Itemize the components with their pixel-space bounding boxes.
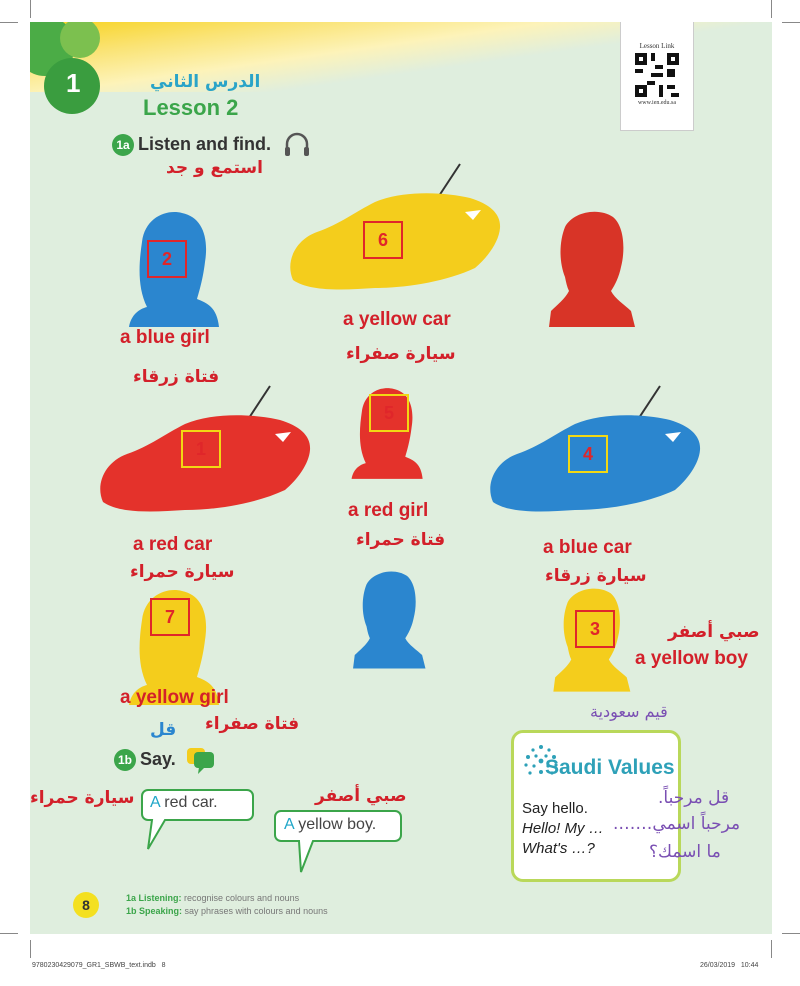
say-ar-label: قل xyxy=(150,720,177,740)
qr-caption: Lesson Link xyxy=(639,42,675,50)
saudi-values-line2: Hello! My … xyxy=(522,820,604,837)
label-yellow-boy: a yellow boy xyxy=(635,648,748,669)
saudi-values-line1: Say hello. xyxy=(522,800,588,817)
crop-mark xyxy=(782,933,800,934)
label-blue-car-ar: سيارة زرقاء xyxy=(545,566,647,586)
badge-1b: 1b xyxy=(114,749,136,771)
label-yellow-car: a yellow car xyxy=(343,309,451,330)
label-red-girl-ar: فتاة حمراء xyxy=(356,530,446,550)
crop-mark xyxy=(0,22,18,23)
footer-listening-label: 1a Listening: xyxy=(126,893,182,903)
saudi-values-heading-ar: قيم سعودية xyxy=(590,702,668,721)
page-number: 8 xyxy=(73,892,99,918)
label-yellow-car-ar: سيارة صفراء xyxy=(346,344,456,364)
unit-number: 1 xyxy=(66,68,81,98)
label-blue-car: a blue car xyxy=(543,537,632,558)
label-blue-girl-ar: فتاة زرقاء xyxy=(133,367,220,387)
number-box-6[interactable]: 6 xyxy=(363,221,403,259)
bubble2-first: A xyxy=(284,816,294,833)
number-box-4[interactable]: 4 xyxy=(568,435,608,473)
headphones-icon[interactable] xyxy=(283,130,311,158)
speech-bubble-icon[interactable] xyxy=(185,746,217,776)
bubble2-text xyxy=(284,816,376,834)
bubble2-ar: صبي أصفر xyxy=(315,786,407,806)
number-box-2[interactable]: 2 xyxy=(147,240,187,278)
footer-speaking xyxy=(126,906,328,916)
saudi-values-line3: What's …? xyxy=(522,840,595,857)
lesson-title-ar: الدرس الثاني xyxy=(150,72,261,92)
number-box-1[interactable]: 1 xyxy=(181,430,221,468)
bubble1-ar: سيارة حمراء xyxy=(30,788,135,808)
crop-mark xyxy=(771,0,772,18)
crop-mark xyxy=(0,933,18,934)
footer-speaking-label: 1b Speaking: xyxy=(126,906,183,916)
blue-boy-silhouette xyxy=(348,562,428,674)
crop-mark xyxy=(782,22,800,23)
red-boy-silhouette xyxy=(543,207,638,327)
footer-speaking-text: say phrases with colours and nouns xyxy=(182,906,328,916)
label-red-girl: a red girl xyxy=(348,500,429,521)
qr-url: www.ien.edu.sa xyxy=(637,100,677,106)
crop-mark xyxy=(30,940,31,958)
number-box-5[interactable]: 5 xyxy=(369,394,409,432)
footer-listening-text: recognise colours and nouns xyxy=(181,893,300,903)
number-box-3[interactable]: 3 xyxy=(575,610,615,648)
bubble2-rest: yellow boy. xyxy=(293,816,377,833)
number-box-7[interactable]: 7 xyxy=(150,598,190,636)
qr-panel xyxy=(620,22,694,131)
instruction-listen: Listen and find. xyxy=(138,134,271,154)
badge-1a: 1a xyxy=(112,134,134,156)
saudi-values-ar2: مرحباً اسمي……. xyxy=(613,814,741,834)
label-red-car-ar: سيارة حمراء xyxy=(130,562,235,582)
label-blue-girl: a blue girl xyxy=(120,327,210,348)
bubble1-text xyxy=(150,794,218,812)
bubble1-first: A xyxy=(150,794,160,811)
saudi-values-ar3: ما اسمك؟ xyxy=(649,842,721,862)
crop-mark xyxy=(771,940,772,958)
lesson-title: Lesson 2 xyxy=(143,95,239,120)
bubble1-rest: red car. xyxy=(159,794,218,811)
label-red-car: a red car xyxy=(133,534,213,555)
workbook-page xyxy=(30,22,772,934)
slug-file: 9780230429079_GR1_SBWB_text.indb 8 xyxy=(32,962,166,969)
saudi-values-ar1: قل مرحباً. xyxy=(658,788,730,808)
label-yellow-girl: a yellow girl xyxy=(120,687,229,708)
crop-mark xyxy=(30,0,31,18)
saudi-values-title: Saudi Values xyxy=(545,756,675,779)
instruction-say: Say. xyxy=(140,749,176,769)
label-yellow-girl-ar: فتاة صفراء xyxy=(205,714,300,734)
instruction-listen-ar: استمع و جد xyxy=(166,158,263,178)
qr-code[interactable] xyxy=(635,53,679,97)
slug-date: 26/03/2019 10:44 xyxy=(700,962,759,969)
footer-listening xyxy=(126,893,299,903)
label-yellow-boy-ar: صبي أصفر xyxy=(668,622,760,642)
